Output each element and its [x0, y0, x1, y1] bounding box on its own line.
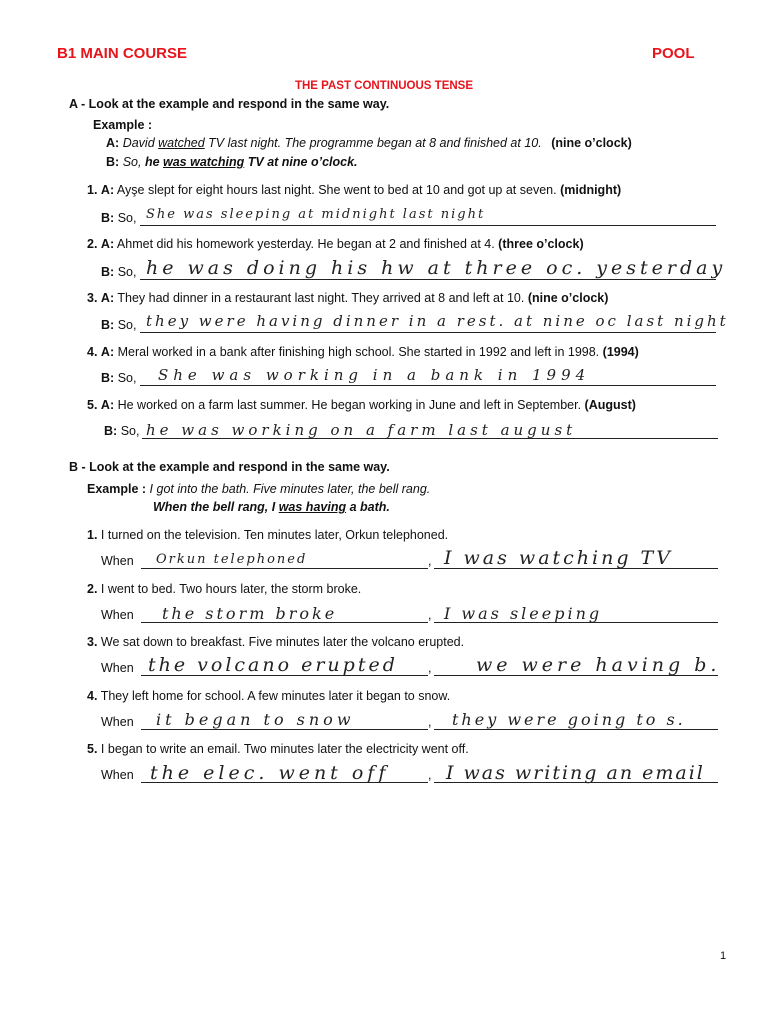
section-b-example: Example : I got into the bath. Five minutes later, the bell rang. [87, 482, 431, 496]
a-item-3-handwritten-answer: they were having dinner in a rest. at nine oc last night [146, 312, 729, 330]
b-item-3-comma: , [428, 661, 432, 675]
b-item-2-when-label: When [101, 608, 134, 622]
section-b-example-answer: When the bell rang, I was having a bath. [153, 500, 390, 514]
a-item-1-response-label: B: So, [101, 211, 137, 225]
a-item-4-handwritten-answer: She was working in a bank in 1994 [158, 366, 591, 384]
section-a-heading: A - Look at the example and respond in the same way. [69, 97, 390, 111]
b-item-2-question: 2. I went to bed. Two hours later, the storm broke. [87, 582, 362, 596]
page-title: THE PAST CONTINUOUS TENSE [294, 80, 474, 92]
b-item-4-answer-line-2[interactable] [434, 729, 718, 730]
page-number: 1 [720, 950, 727, 962]
b-item-5-handwritten-answer: I was writing an email [446, 762, 705, 784]
section-b-heading: B - Look at the example and respond in the same way. [69, 460, 390, 474]
b-item-3-handwritten-clause: the volcano erupted [148, 654, 398, 676]
a-item-5-response-label: B: So, [104, 424, 140, 438]
b-item-1-handwritten-answer: I was watching TV [444, 547, 673, 569]
a-item-5-question: 5. A: He worked on a farm last summer. He began working in June and left in September. (August) [87, 398, 636, 412]
b-item-5-when-label: When [101, 768, 134, 782]
b-item-2-handwritten-clause: the storm broke [162, 604, 338, 623]
a-item-3-question: 3. A: They had dinner in a restaurant last night. They arrived at 8 and left at 10. (nine o’clock) [87, 291, 609, 305]
b-item-4-handwritten-answer: they were going to s. [452, 710, 686, 729]
b-item-3-handwritten-answer: we were having b. [476, 654, 721, 676]
b-item-2-handwritten-answer: I was sleeping [444, 604, 603, 623]
a-item-1-answer-line[interactable] [140, 225, 716, 226]
a-item-1-question: 1. A: Ayşe slept for eight hours last night. She went to bed at 10 and got up at seven. (midnight) [87, 183, 622, 197]
b-item-1-answer-line-1[interactable] [141, 568, 428, 569]
b-item-1-question: 1. I turned on the television. Ten minutes later, Orkun telephoned. [87, 528, 449, 542]
course-pool: POOL [652, 45, 695, 62]
a-item-5-handwritten-answer: he was working on a farm last august [146, 421, 577, 439]
a-item-4-answer-line[interactable] [140, 385, 716, 386]
a-item-1-handwritten-answer: She was sleeping at midnight last night [146, 207, 486, 222]
b-item-3-when-label: When [101, 661, 134, 675]
a-item-3-answer-line[interactable] [140, 332, 716, 333]
a-item-2-answer-line[interactable] [140, 279, 716, 280]
course-title: B1 MAIN COURSE [57, 45, 188, 62]
b-item-4-comma: , [428, 715, 432, 729]
a-item-4-question: 4. A: Meral worked in a bank after finishing high school. She started in 1992 and left in 1998. (1994) [87, 345, 639, 359]
a-item-2-handwritten-answer: he was doing his hw at three oc. yesterday [146, 257, 727, 279]
a-item-2-response-label: B: So, [101, 265, 137, 279]
b-item-4-question: 4. They left home for school. A few minutes later it began to snow. [87, 689, 451, 703]
b-item-3-question: 3. We sat down to breakfast. Five minutes later the volcano erupted. [87, 635, 465, 649]
a-item-3-response-label: B: So, [101, 318, 137, 332]
b-item-1-when-label: When [101, 554, 134, 568]
section-a-example-a: A: David watched TV last night. The programme began at 8 and finished at 10. (nine o’clock) [106, 136, 632, 150]
b-item-1-handwritten-clause: Orkun telephoned [156, 552, 308, 567]
b-item-5-question: 5. I began to write an email. Two minutes later the electricity went off. [87, 742, 469, 756]
section-a-example-label: Example : [93, 118, 153, 132]
b-item-4-handwritten-clause: it began to snow [156, 710, 355, 729]
section-a-example-b: B: So, he was watching TV at nine o’clock. [106, 155, 358, 169]
a-item-2-question: 2. A: Ahmet did his homework yesterday. He began at 2 and finished at 4. (three o’clock) [87, 237, 584, 251]
b-item-4-when-label: When [101, 715, 134, 729]
a-item-4-response-label: B: So, [101, 371, 137, 385]
b-item-1-comma: , [428, 554, 432, 568]
b-item-4-answer-line-1[interactable] [141, 729, 428, 730]
b-item-5-comma: , [428, 768, 432, 782]
b-item-5-handwritten-clause: the elec. went off [150, 762, 390, 784]
b-item-2-comma: , [428, 608, 432, 622]
